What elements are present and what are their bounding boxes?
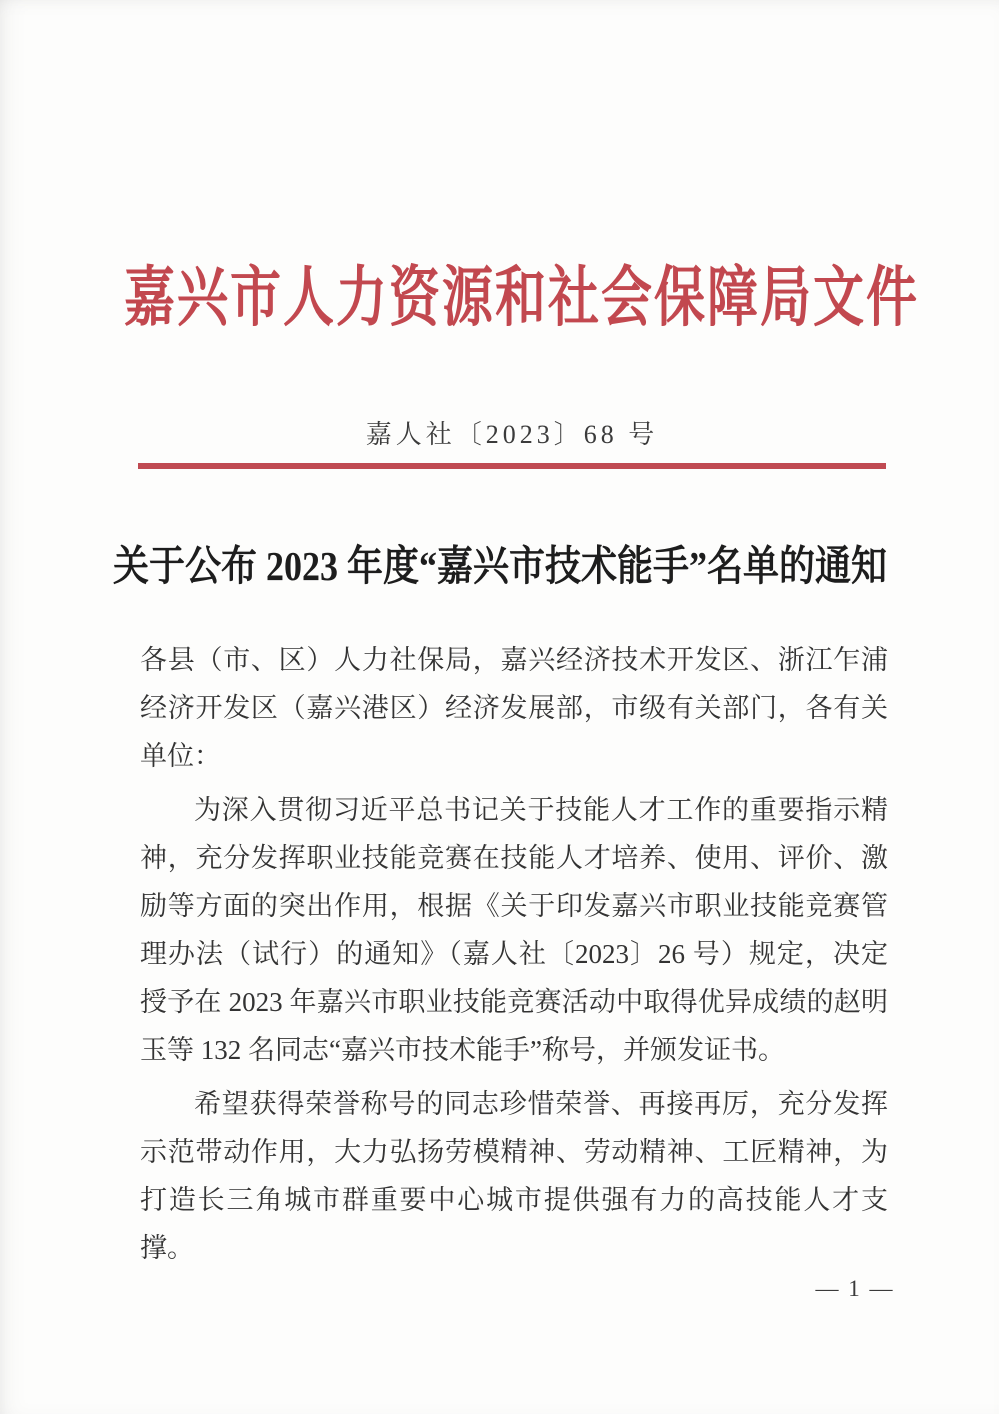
page-title: 关于公布 2023 年度“嘉兴市技术能手”名单的通知 bbox=[112, 543, 887, 590]
page-number: — 1 — bbox=[815, 1276, 895, 1301]
body-paragraph: 为深入贯彻习近平总书记关于技能人才工作的重要指示精神，充分发挥职业技能竞赛在技能人才培养、使用、评价、激励等方面的突出作用，根据《关于印发嘉兴市职业技能竞赛管理办法（试行）的通知》（嘉人社〔2023〕26 号）规定，决定授予在 2023 年嘉兴市职业技能竞赛活动中取得优异成绩的赵明玉等 132 名同志“嘉兴市技术能手”称号，并颁发证书。 bbox=[140, 795, 888, 1065]
agency-title: 嘉兴市人力资源和社会保障局文件 bbox=[124, 263, 920, 335]
body-paragraph: 各县（市、区）人力社保局，嘉兴经济技术开发区、浙江乍浦经济开发区（嘉兴港区）经济发展部，市级有关部门，各有关单位： bbox=[140, 645, 888, 771]
document-number: 嘉人社〔2023〕68 号 bbox=[365, 420, 659, 449]
document-body bbox=[140, 636, 888, 1272]
body-paragraph: 希望获得荣誉称号的同志珍惜荣誉、再接再厉，充分发挥示范带动作用，大力弘扬劳模精神、劳动精神、工匠精神，为打造长三角城市群重要中心城市提供强有力的高技能人才支撑。 bbox=[140, 1089, 888, 1263]
red-header-rule bbox=[138, 463, 886, 469]
